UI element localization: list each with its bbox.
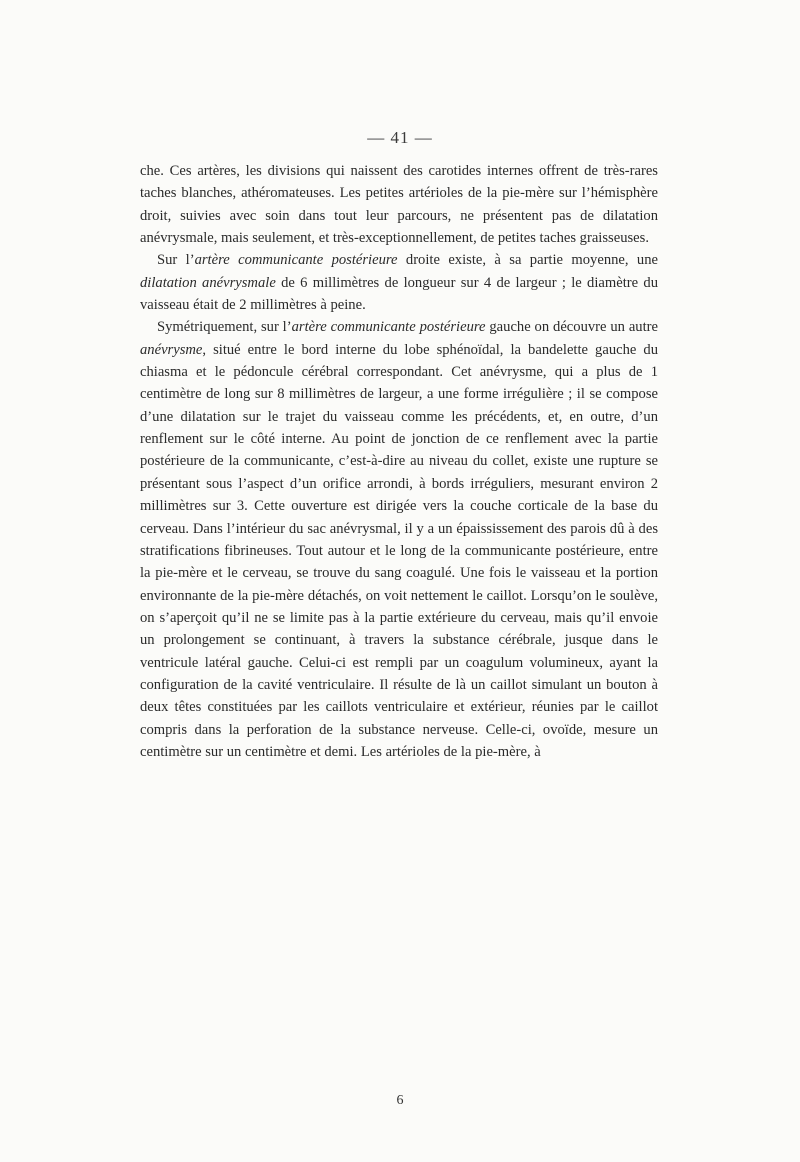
text-run: Symétriquement, sur l’ — [157, 319, 292, 336]
text-run: de 6 millimètres de longueur sur 4 de largeur ; le diamètre du vaisseau était de 2 millimètres à peine. — [140, 274, 658, 314]
paragraph — [140, 160, 658, 249]
text-run: Sur l’ — [157, 252, 195, 269]
italic-term: artère communicante postérieure — [291, 319, 486, 336]
paragraph — [140, 249, 658, 316]
signature-mark: 6 — [396, 1093, 404, 1108]
text-run: droite existe, à sa partie moyenne, une — [397, 252, 659, 269]
body-text — [140, 160, 658, 763]
italic-term: artère communicante postérieure — [194, 252, 398, 269]
page-number-header: — 41 — — [367, 128, 433, 147]
italic-term: dilatation anévrysmale — [140, 274, 276, 291]
italic-term: anévrysme — [140, 341, 203, 358]
text-run: che. Ces artères, les divisions qui naissent des carotides internes offrent de très-rares taches blanches, athéromateuses. Les petites artérioles de la pie-mère sur l’hémisphère droit, suivies avec soin dans tout leur parcours, ne présentent pas de dilatation anévrysmale, mais seulement, et très-exceptionnellement, de petites taches graisseuses. — [140, 163, 658, 247]
text-run: , situé entre le bord interne du lobe sphénoïdal, la bandelette gauche du chiasma et le pédoncule cérébral correspondant. Cet anévrysme, qui a plus de 1 centimètre de long sur 8 millimètres de largeur, a une forme irrégulière ; il se compose d’une dilatation sur le trajet du vaisseau comme les précédents, et, en outre, d’un renflement sur le côté interne. Au point de jonction de ce renflement avec la partie postérieure de la communicante, c’est-à-dire au niveau du collet, existe une rupture se présentant sous l’aspect d’un orifice arrondi, à bords irréguliers, mesurant environ 2 millimètres sur 3. Cette ouverture est dirigée vers la couche corticale de la base du cerveau. Dans l’intérieur du sac anévrysmal, il y a un épaississement des parois dû à des stratifications fibrineuses. Tout autour et le long de la communicante postérieure, entre la pie-mère et le cerveau, se trouve du sang coagulé. Une fois le vaisseau et la portion environnante de la pie-mère détachés, on voit nettement le caillot. Lorsqu’on le soulève, on s’aperçoit qu’il ne se limite pas à la partie extérieure du cerveau, mais qu’il envoie un prolongement se continuant, à travers la substance cérébrale, jusque dans le ventricule latéral gauche. Celui-ci est rempli par un coagulum volumineux, ayant la configuration de la cavité ventriculaire. Il résulte de là un caillot simulant un bouton à deux têtes constituées par les caillots ventriculaire et extérieur, réunies par le caillot compris dans la perforation de la substance nerveuse. Celle-ci, ovoïde, mesure un centimètre sur un centimètre et demi. Les artérioles de la pie-mère, à — [140, 341, 658, 760]
text-run: gauche on découvre un autre — [485, 319, 658, 336]
paragraph — [140, 316, 658, 763]
